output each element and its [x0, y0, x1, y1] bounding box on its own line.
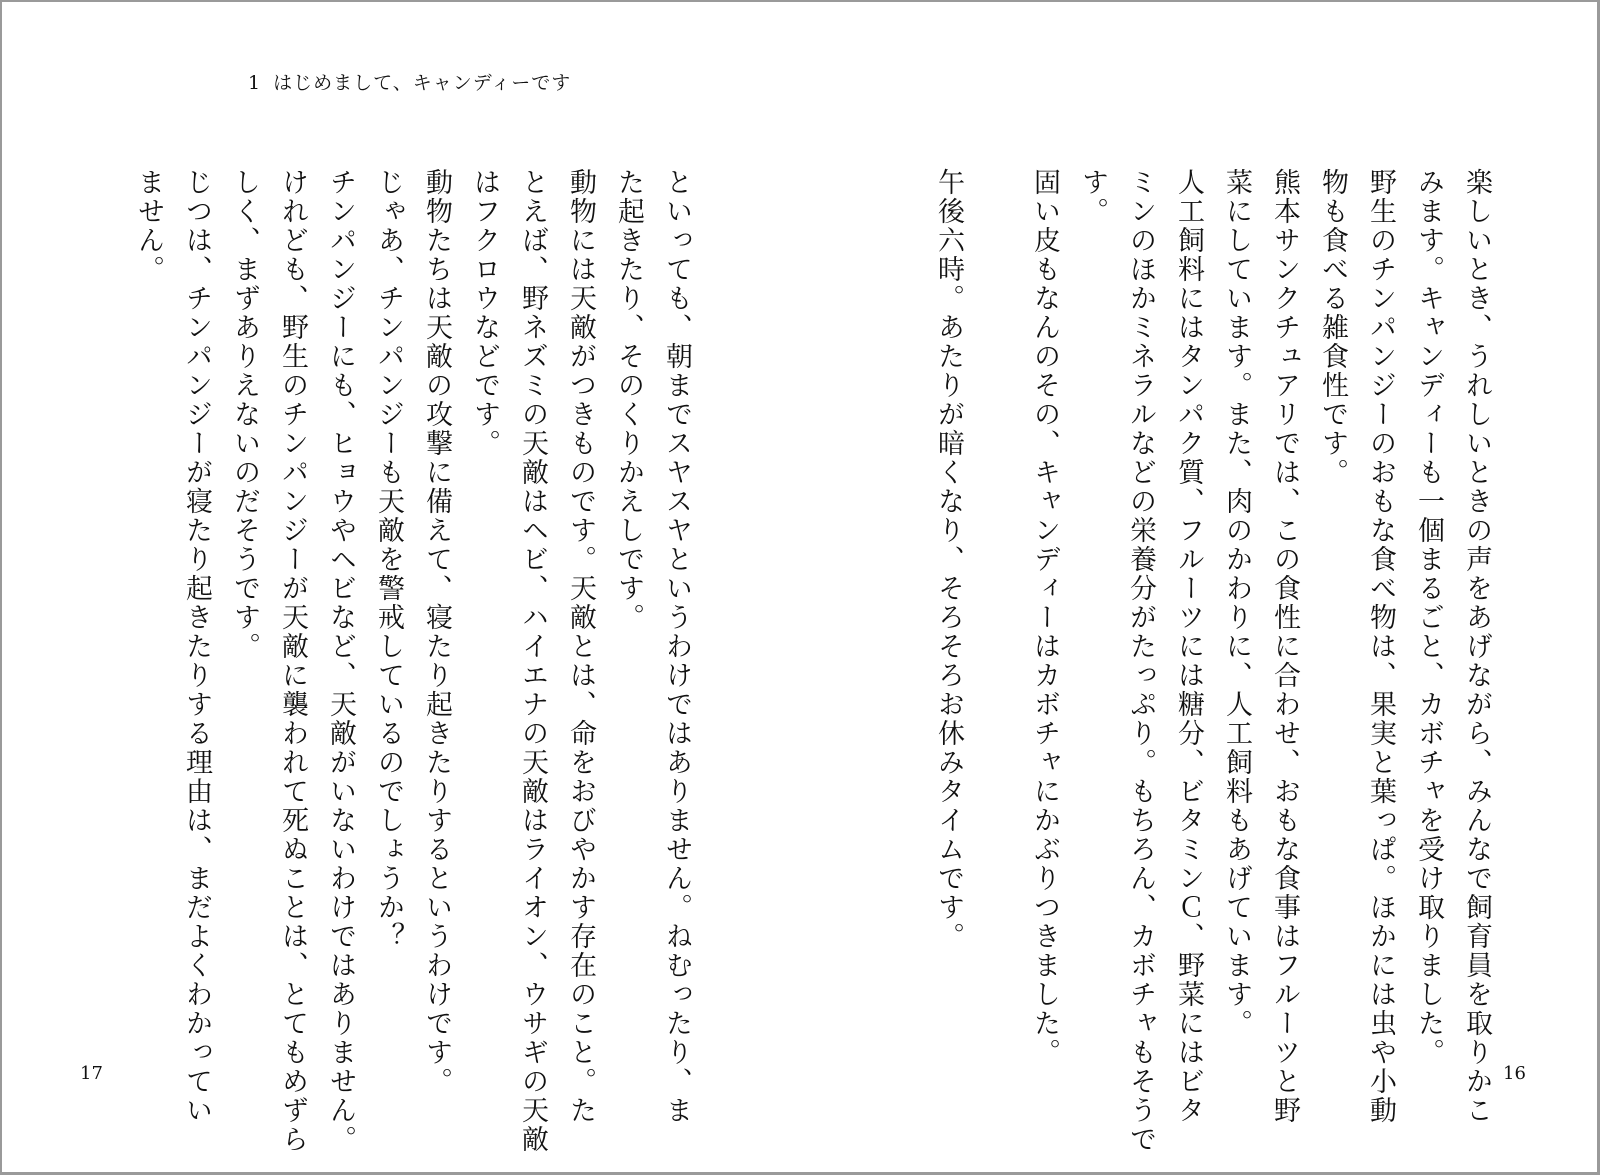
- left-page-text: [100, 168, 700, 1154]
- chapter-title: はじめまして、キャンディーです: [273, 72, 572, 94]
- text-line: 野生のチンパンジーのおもな食べ物は、果実と葉っぱ。ほかには虫や小動: [1365, 168, 1396, 1125]
- chapter-number: 1: [248, 72, 262, 94]
- running-head: [248, 68, 571, 95]
- text-line: 熊本サンクチュアリでは、この食性に合わせ、おもな食事はフルーツと野: [1269, 168, 1300, 1125]
- text-line: 固い皮もなんのその、キャンディーはカボチャにかぶりつきました。: [1029, 168, 1060, 1067]
- text-line: す。: [1077, 168, 1108, 226]
- page-number-left: 17: [80, 1063, 103, 1084]
- text-line: じゃあ、チンパンジーも天敵を警戒しているのでしょうか？: [373, 168, 404, 951]
- page-number-right: 16: [1503, 1063, 1526, 1084]
- text-line: じつは、チンパンジーが寝たり起きたりする理由は、まだよくわかってい: [181, 168, 212, 1125]
- text-line: とえば、野ネズミの天敵はヘビ、ハイエナの天敵はライオン、ウサギの天敵: [517, 168, 548, 1154]
- text-line: 午後六時。あたりが暗くなり、そろそろお休みタイムです。: [933, 168, 964, 951]
- text-line: ません。: [133, 168, 164, 284]
- text-line: チンパンジーにも、ヒョウやヘビなど、天敵がいないわけではありません。: [325, 168, 356, 1154]
- text-line: ミンのほかミネラルなどの栄養分がたっぷり。もちろん、カボチャもそうで: [1125, 168, 1156, 1154]
- right-page-text: [895, 168, 1500, 1154]
- text-line: みます。キャンディーも一個まるごと、カボチャを受け取りました。: [1413, 168, 1444, 1067]
- text-line: 動物たちは天敵の攻撃に備えて、寝たり起きたりするというわけです。: [421, 168, 452, 1096]
- text-line: 菜にしています。また、肉のかわりに、人工飼料もあげています。: [1221, 168, 1252, 1038]
- section-break: [972, 168, 1020, 1018]
- text-line: けれども、野生のチンパンジーが天敵に襲われて死ぬことは、とてもめずら: [277, 168, 308, 1154]
- text-line: 物も食べる雑食性です。: [1317, 168, 1348, 487]
- text-line: 人工飼料にはタンパク質、フルーツには糖分、ビタミンＣ、野菜にはビタ: [1173, 168, 1204, 1125]
- text-line: 楽しいとき、うれしいときの声をあげながら、みんなで飼育員を取りかこ: [1461, 168, 1492, 1125]
- text-line: はフクロウなどです。: [469, 168, 500, 458]
- text-line: しく、まずありえないのだそうです。: [229, 168, 260, 661]
- text-line: といっても、朝までスヤスヤというわけではありません。ねむったり、ま: [661, 168, 692, 1125]
- text-line: た起きたり、そのくりかえしです。: [613, 168, 644, 632]
- text-line: 動物には天敵がつきものです。天敵とは、命をおびやかす存在のこと。た: [565, 168, 596, 1125]
